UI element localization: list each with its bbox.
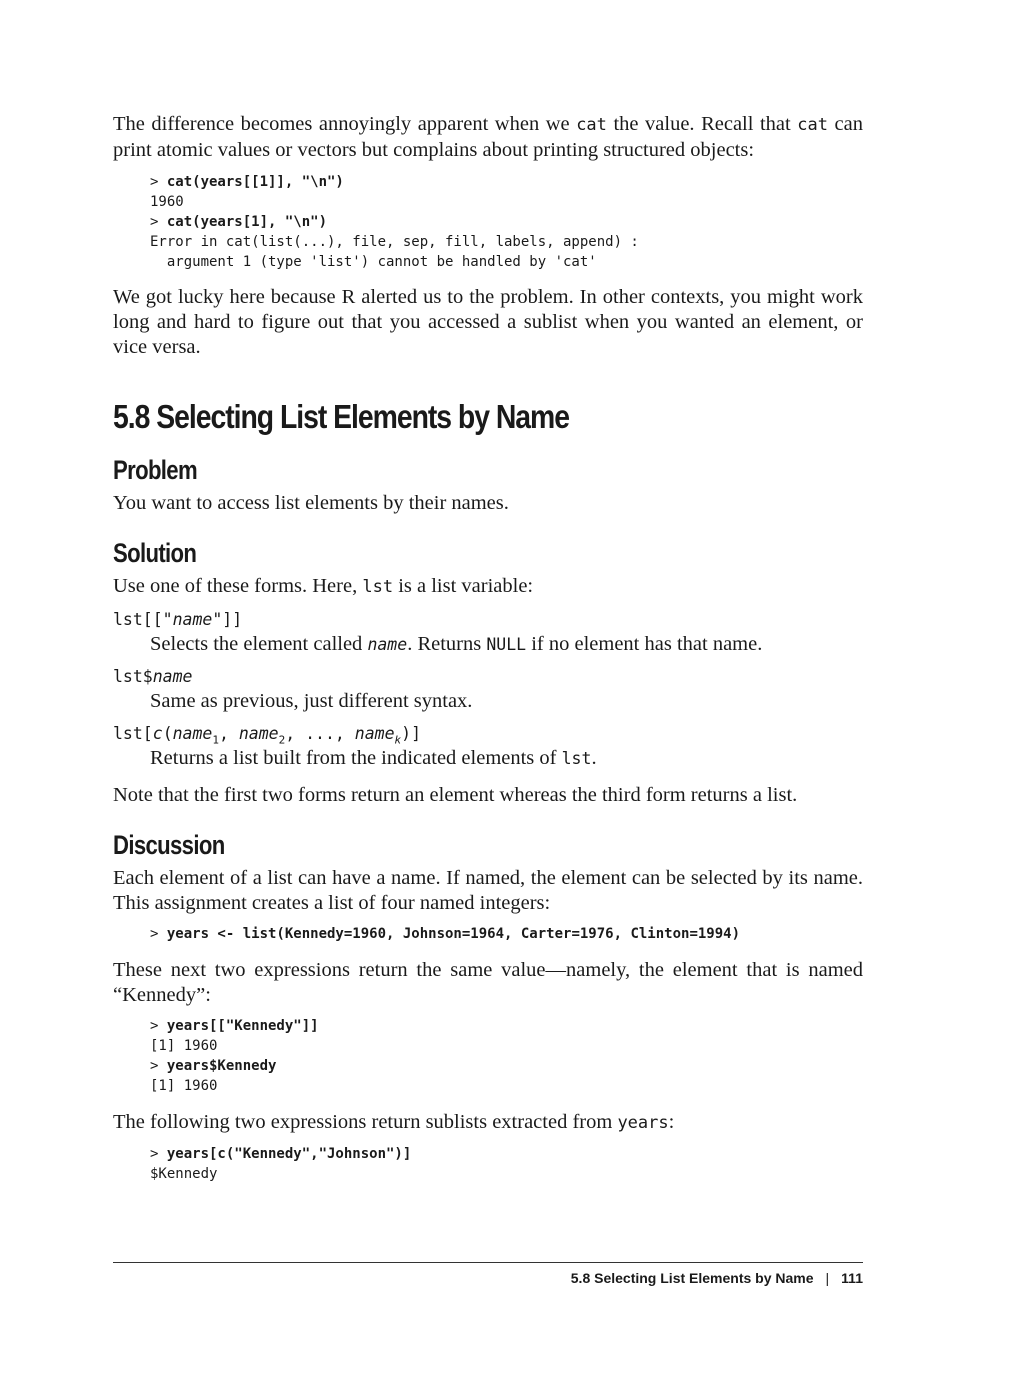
page-footer bbox=[113, 1270, 863, 1286]
solution-heading: Solution bbox=[113, 538, 197, 568]
definition-double-bracket: Selects the element called name. Returns NULL if no element has that name. bbox=[150, 633, 763, 655]
solution-intro: Use one of these forms. Here, lst is a list variable: bbox=[113, 575, 534, 597]
discussion-heading: Discussion bbox=[113, 830, 225, 860]
definition-vector-index: Returns a list built from the indicated elements of lst. bbox=[150, 747, 597, 769]
footer-separator: | bbox=[825, 1270, 830, 1286]
inline-code: years bbox=[617, 1113, 669, 1133]
code-block-cat: > cat(years[[1]], "\n") 1960 > cat(years[1], "\n") Error in cat(list(...), file, sep, fill, labels, append) : argument 1 (type 'list') cannot be handled by 'cat' bbox=[150, 174, 639, 270]
definition-list bbox=[113, 608, 863, 771]
code-block-assignment: > years <- list(Kennedy=1960, Johnson=1964, Carter=1976, Clinton=1994) bbox=[150, 926, 741, 942]
inline-code: lst bbox=[362, 577, 394, 597]
page-number: 111 bbox=[841, 1270, 863, 1286]
problem-heading: Problem bbox=[113, 455, 197, 485]
definition-dollar: Same as previous, just different syntax. bbox=[150, 690, 473, 712]
problem-text: You want to access list elements by their names. bbox=[113, 492, 509, 514]
intro-paragraph-1: The difference becomes annoyingly apparent when we cat the value. Recall that cat can print atomic values or vectors but complains about printing structured objects: bbox=[113, 113, 863, 161]
footer-title: 5.8 Selecting List Elements by Name bbox=[570, 1270, 814, 1286]
intro-paragraph-2: We got lucky here because R alerted us to the problem. In other contexts, you might work long and hard to figure out that you accessed a sublist when you wanted an element, or vice versa. bbox=[113, 286, 863, 358]
code-block-kennedy: > years[["Kennedy"]] [1] 1960 > years$Kennedy [1] 1960 bbox=[150, 1018, 319, 1094]
term-double-bracket: lst[["name"]] bbox=[113, 610, 243, 629]
term-dollar: lst$name bbox=[113, 667, 193, 686]
section-title: 5.8 Selecting List Elements by Name bbox=[113, 398, 569, 435]
footer-rule bbox=[113, 1262, 863, 1263]
page-content bbox=[113, 112, 863, 1184]
term-vector-index: lst[c(name$_1$, name$_2$, ..., name$_k$)] bbox=[113, 724, 422, 747]
code-block-sublists: > years[c("Kennedy","Johnson")] $Kennedy bbox=[150, 1146, 412, 1182]
discussion-paragraph-2: These next two expressions return the same value—namely, the element that is named “Kennedy”: bbox=[113, 959, 863, 1006]
solution-note: Note that the first two forms return an element whereas the third form returns a list. bbox=[113, 784, 798, 806]
inline-code: cat bbox=[797, 115, 828, 135]
discussion-paragraph-3: The following two expressions return sublists extracted from years: bbox=[113, 1111, 675, 1133]
inline-code: cat bbox=[576, 115, 607, 135]
discussion-paragraph-1: Each element of a list can have a name. If named, the element can be selected by its name. This assignment creates a list of four named integers: bbox=[113, 867, 863, 914]
